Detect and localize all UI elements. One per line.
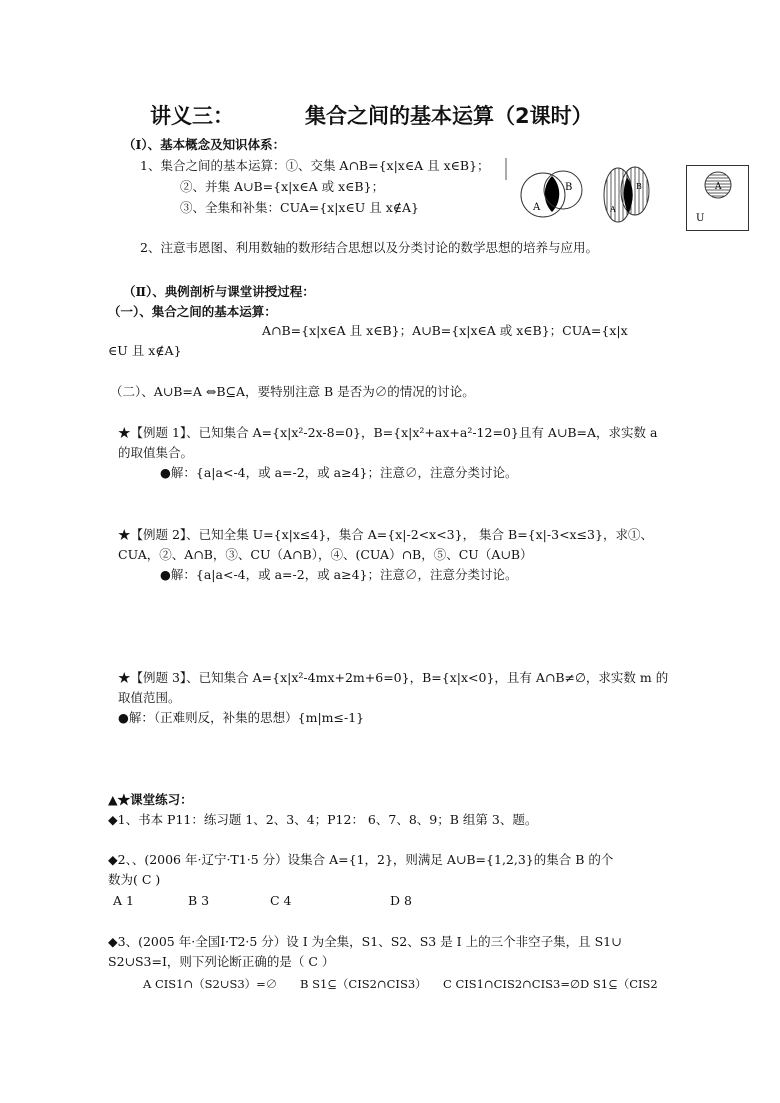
formula-line1: A∩B={x|x∈A 且 x∈B}；A∪B={x|x∈A 或 x∈B}；CUA={x|x — [262, 323, 628, 338]
example1-answer: ●解：{a|a<-4，或 a=-2，或 a≥4}；注意∅，注意分类讨论。 — [160, 465, 518, 480]
example3-line2: 取值范围。 — [118, 690, 181, 705]
part2-sub2: （二）、A∪B=A ⇔B⊆A，要特别注意 B 是否为∅的情况的讨论。 — [110, 384, 475, 399]
venn-complement-diagram — [686, 165, 750, 233]
q3-option-b: B S1⊆（CIS2∩CIS3） — [300, 977, 427, 991]
practice-q3-line1: ◆3、(2005 年·全国Ⅰ·T2·5 分）设 I 为全集，S1、S2、S3 是 I 上的三个非空子集，且 S1∪ — [108, 934, 622, 949]
venn-label-a: A — [533, 202, 541, 213]
practice-heading: ▲★课堂练习： — [108, 792, 193, 807]
part1-item2: ②、并集 A∪B={x|x∈A 或 x∈B}； — [180, 179, 385, 194]
example2-line1: ★【例题 2】、已知全集 U={x|x≤4}，集合 A={x|-2<x<3}， 集合 B={x|-3<x≤3}，求①、 — [118, 527, 653, 542]
svg-text:B: B — [636, 182, 642, 191]
venn-label-u: U — [696, 213, 705, 224]
part1-heading: （Ⅰ）、基本概念及知识体系： — [123, 137, 286, 152]
q3-option-d: D S1⊆（CIS2 — [580, 977, 658, 991]
example1-line1: ★【例题 1】、已知集合 A={x|x²-2x-8=0}，B={x|x²+ax+a²-12=0}且有 A∪B=A，求实数 a — [118, 425, 658, 440]
formula-line2: ∈U 且 x∉A} — [108, 343, 182, 358]
part1-item3: ③、全集和补集：CUA={x|x∈U 且 x∉A} — [180, 200, 419, 215]
example2-line2: CUA，②、A∩B，③、CU（A∩B），④、(CUA）∩B，⑤、CU（A∪B） — [118, 547, 533, 562]
part1-note: 2、注意韦恩图、利用数轴的数形结合思想以及分类讨论的数学思想的培养与应用。 — [140, 240, 598, 255]
practice-q3-line2: S2∪S3=I，则下列论断正确的是（ C ） — [108, 954, 335, 969]
venn-union-diagram — [598, 165, 658, 225]
venn-label-b: B — [565, 182, 573, 193]
practice-q2-line2: 数为( C ) — [108, 872, 161, 887]
title-left: 讲义三： — [150, 104, 234, 128]
example1-line2: 的取值集合。 — [118, 445, 194, 460]
part2-heading: （Ⅱ）、典例剖析与课堂讲授过程： — [123, 284, 315, 299]
practice-q2-line1: ◆2、、(2006 年·辽宁·T1·5 分）设集合 A={1，2}，则满足 A∪B={1,2,3}的集合 B 的个 — [108, 852, 614, 867]
q2-option-b: B 3 — [188, 893, 210, 908]
q2-option-c: C 4 — [270, 893, 292, 908]
venn-intersection-diagram — [505, 150, 595, 230]
svg-text:A: A — [610, 205, 616, 214]
q2-option-d: D 8 — [390, 893, 412, 908]
q2-option-a: A 1 — [113, 893, 134, 908]
practice-q1: ◆1、书本 P11：练习题 1、2、3、4；P12： 6、7、8、9；B 组第 3、题。 — [108, 812, 538, 827]
example3-answer: ●解：（正难则反，补集的思想）{m|m≤-1} — [118, 710, 365, 725]
q3-option-c: C CIS1∩CIS2∩CIS3=∅ — [443, 977, 580, 991]
part1-item1: 1、集合之间的基本运算：①、交集 A∩B={x|x∈A 且 x∈B}； — [140, 158, 490, 173]
part2-sub1: （一）、集合之间的基本运算： — [108, 304, 277, 319]
example2-answer: ●解：{a|a<-4，或 a=-2，或 a≥4}；注意∅，注意分类讨论。 — [160, 567, 518, 582]
page-title: 集合之间的基本运算（2课时） — [305, 104, 593, 128]
q3-option-a: A CIS1∩（S2∪S3）=∅ — [143, 977, 278, 991]
svg-text:A: A — [715, 182, 722, 192]
example3-line1: ★【例题 3】、已知集合 A={x|x²-4mx+2m+6=0}，B={x|x<0}，且有 A∩B≠∅，求实数 m 的 — [118, 670, 669, 685]
